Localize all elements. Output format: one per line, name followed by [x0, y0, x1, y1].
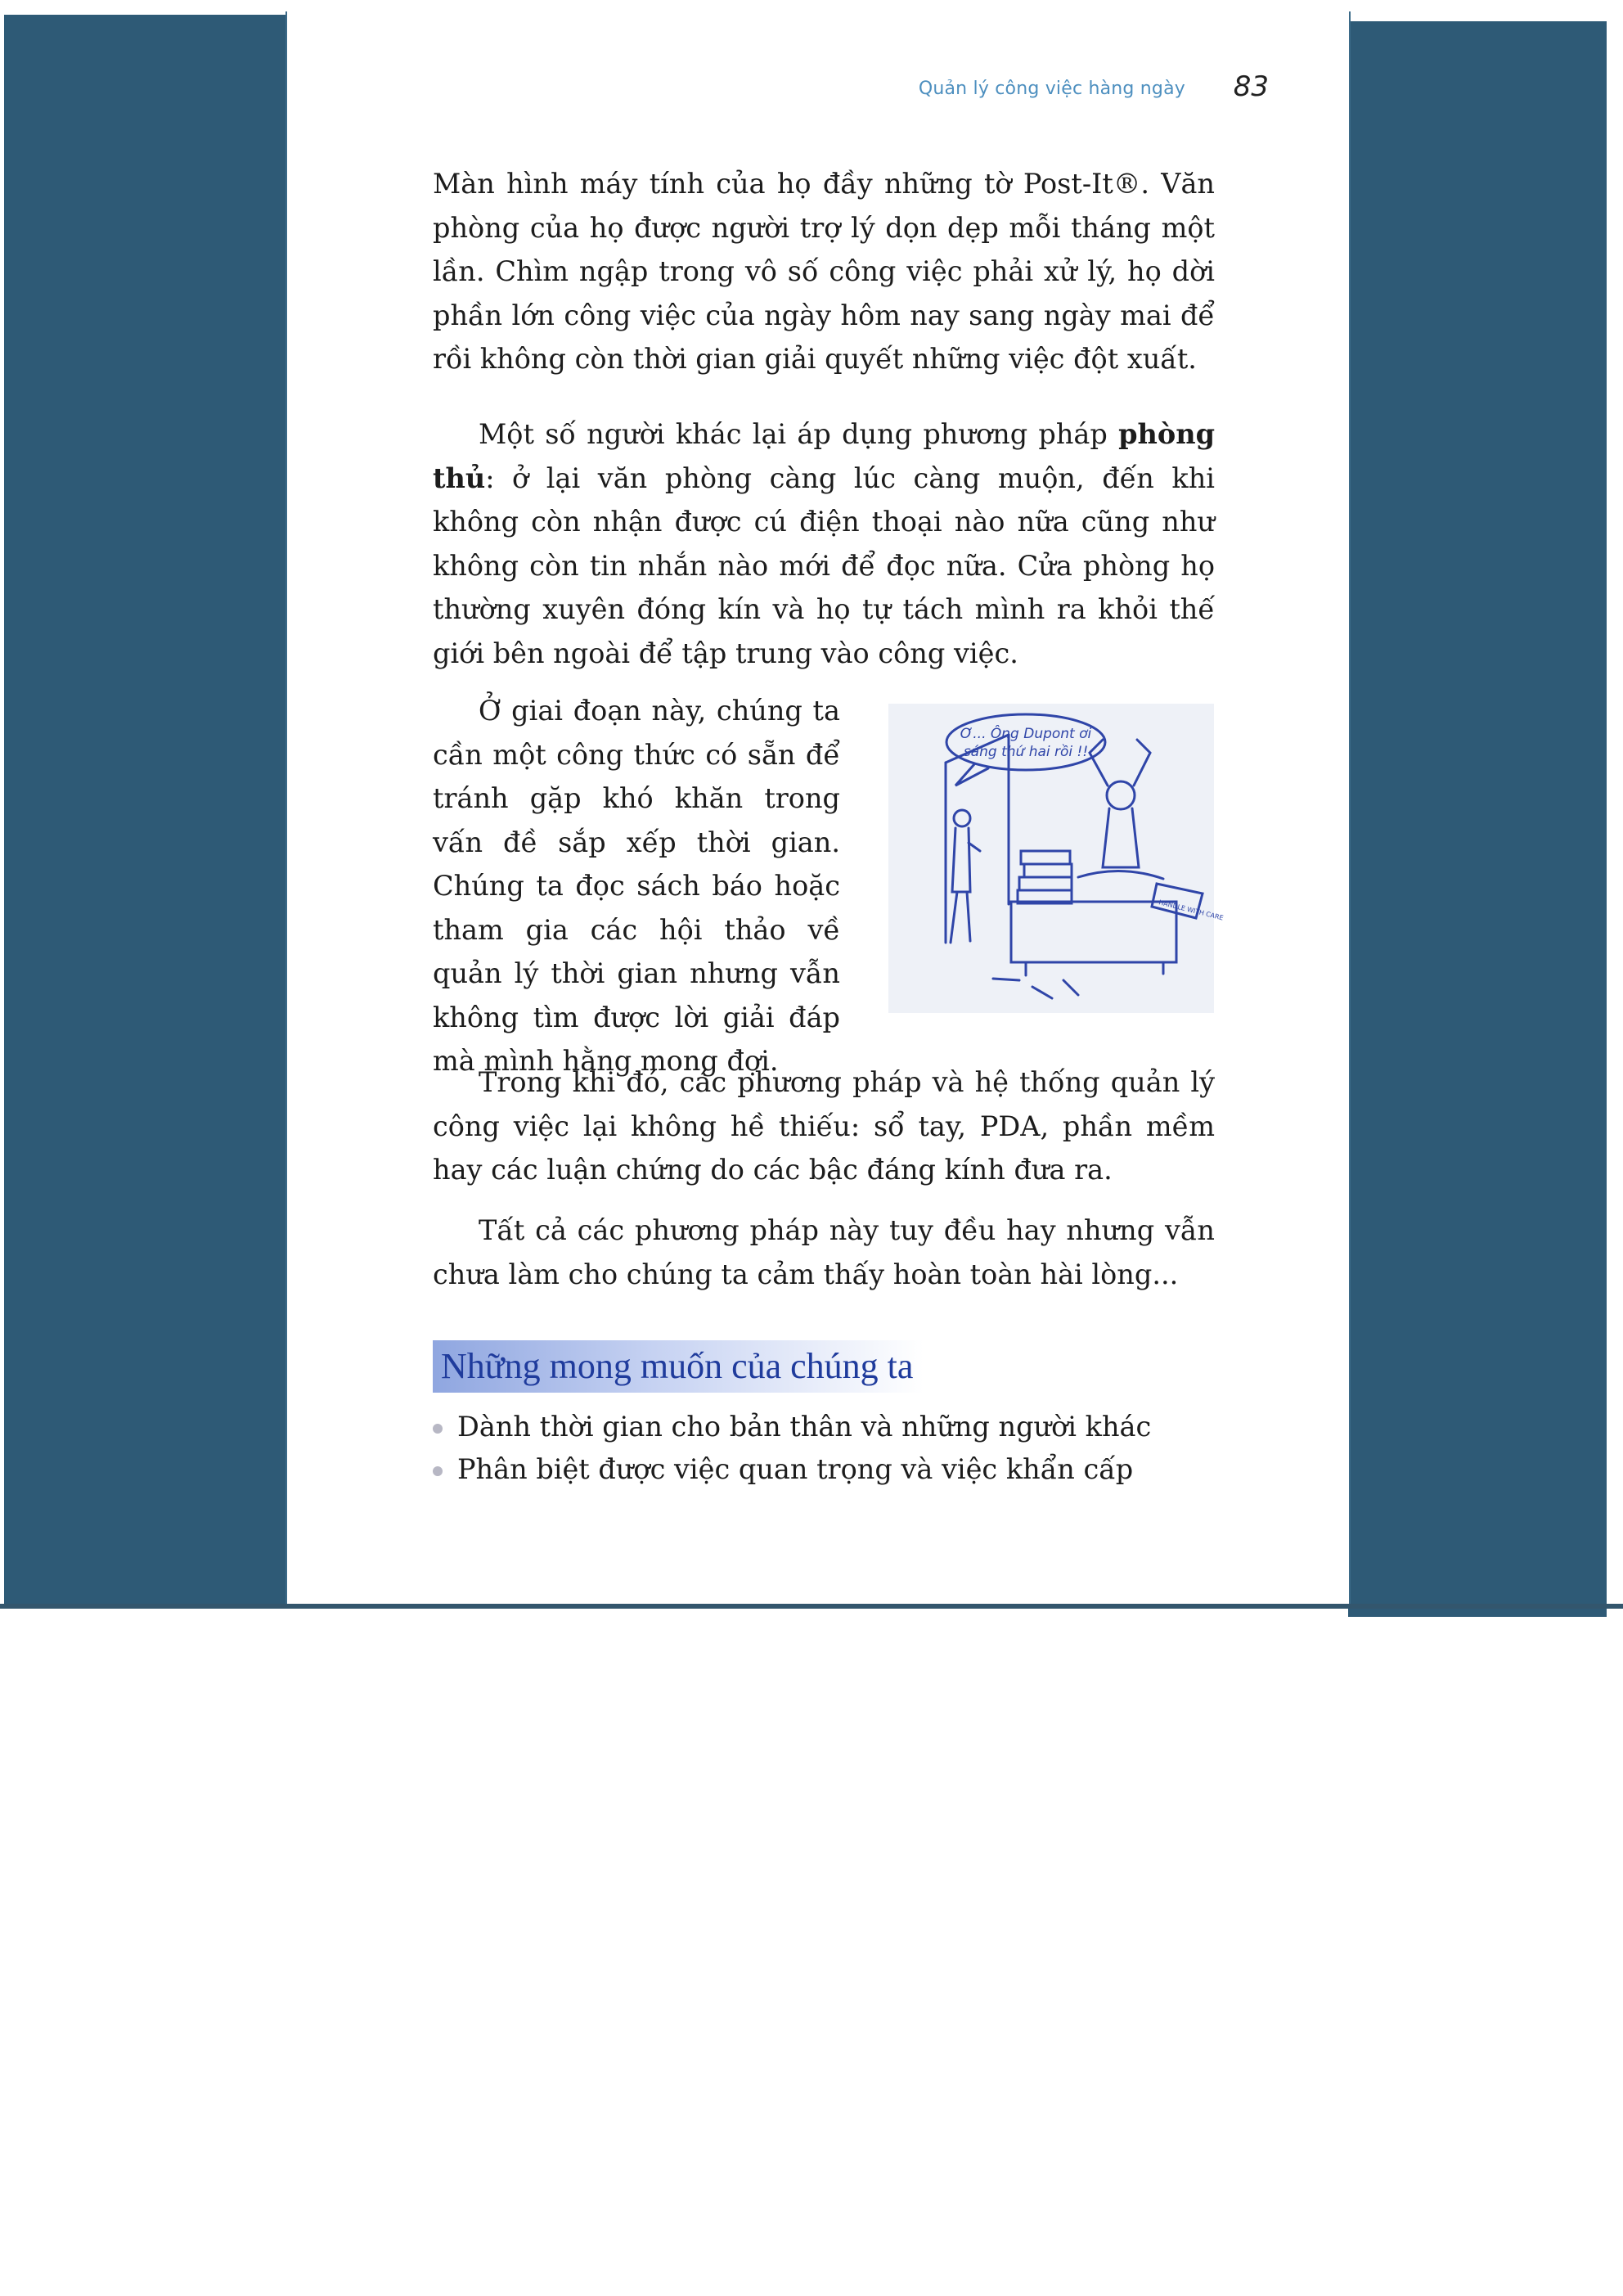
- man-arms-raised: [1090, 740, 1150, 786]
- book-page: [285, 11, 1351, 1604]
- paragraph-3: Ở giai đoạn này, chúng ta cần một công thức có sẵn để tránh gặp khó khăn trong vấn đề sắp xếp thời gian. Chúng ta đọc sách báo hoặc tham gia các hội thảo về quản lý thời gian nhưng vẫn không tìm được lời giải đáp mà mình hằng mong đợi.: [433, 695, 840, 1077]
- man-head: [1107, 781, 1135, 809]
- speech-text-1: Ơ... Ông Dupont ơi: [960, 726, 1092, 742]
- book-stack-2: [1024, 864, 1072, 877]
- shoes-on-floor: [993, 979, 1078, 998]
- scan-background-left: [4, 15, 287, 1605]
- cartoon-illustration: [888, 704, 1225, 1013]
- bullet-text: Dành thời gian cho bản thân và những người khác: [457, 1411, 1152, 1443]
- page-number: 83: [1233, 70, 1269, 103]
- desk-legs: [1026, 962, 1163, 975]
- paragraph-2-lead: Một số người khác lại áp dụng phương pháp: [479, 418, 1119, 450]
- speech-bubble-tail: [955, 764, 988, 786]
- scan-background-right: [1348, 21, 1607, 1617]
- man-crossed-legs: [1078, 871, 1163, 879]
- bullet-item: [433, 1453, 1133, 1485]
- cartoon-drawing: [888, 704, 1225, 1013]
- scan-bottom-edge: [0, 1604, 1623, 1609]
- running-title: Quản lý công việc hàng ngày: [918, 79, 1185, 99]
- bullet-text: Phân biệt được việc quan trọng và việc khẩn cấp: [457, 1453, 1134, 1485]
- speech-bubble: [946, 714, 1105, 770]
- bullet-dot-icon: [433, 1466, 443, 1476]
- book-stack-3: [1019, 877, 1072, 890]
- section-heading: Những mong muốn của chúng ta: [441, 1346, 914, 1386]
- paragraph-5: Tất cả các phương pháp này tuy đều hay nhưng vẫn chưa làm cho chúng ta cảm thấy hoàn toàn hài lòng...: [433, 1214, 1215, 1290]
- paragraph-2-rest: : ở lại văn phòng càng lúc càng muộn, đến khi không còn nhận được cú điện thoại nào nữa cũng như không còn tin nhắn nào mới để đọc nữa. Cửa phòng họ thường xuyên đóng kín và họ tự tách mình ra khỏi thế giới bên ngoài để tập trung vào công việc.: [433, 461, 1215, 669]
- sign-text: HANDLE WITH CARE: [1158, 898, 1225, 922]
- desk: [1011, 902, 1176, 962]
- paragraph-2: [433, 412, 1215, 675]
- person-head: [954, 810, 970, 826]
- man-torso: [1103, 808, 1139, 867]
- person-legs: [951, 892, 970, 943]
- paragraph-4: Trong khi đó, các phương pháp và hệ thống quản lý công việc lại không hề thiếu: sổ tay, PDA, phần mềm hay các luận chứng do các bậc đáng kính đưa ra.: [433, 1066, 1215, 1186]
- bullet-item: [433, 1411, 1151, 1443]
- paragraph-2-bold: phòng thủ: [433, 418, 1215, 494]
- book-stack-1: [1021, 851, 1070, 864]
- paragraph-1: Màn hình máy tính của họ đầy những tờ Post-It®. Văn phòng của họ được người trợ lý dọn dẹp mỗi tháng một lần. Chìm ngập trong vô số công việc phải xử lý, họ dời phần lớn công việc của ngày hôm nay sang ngày mai để rồi không còn thời gian giải quyết những việc đột xuất.: [433, 168, 1215, 375]
- section-heading-box: [433, 1340, 924, 1393]
- bullet-dot-icon: [433, 1424, 443, 1434]
- person-body: [952, 828, 970, 892]
- speech-text-2: sáng thứ hai rồi !!: [963, 744, 1089, 760]
